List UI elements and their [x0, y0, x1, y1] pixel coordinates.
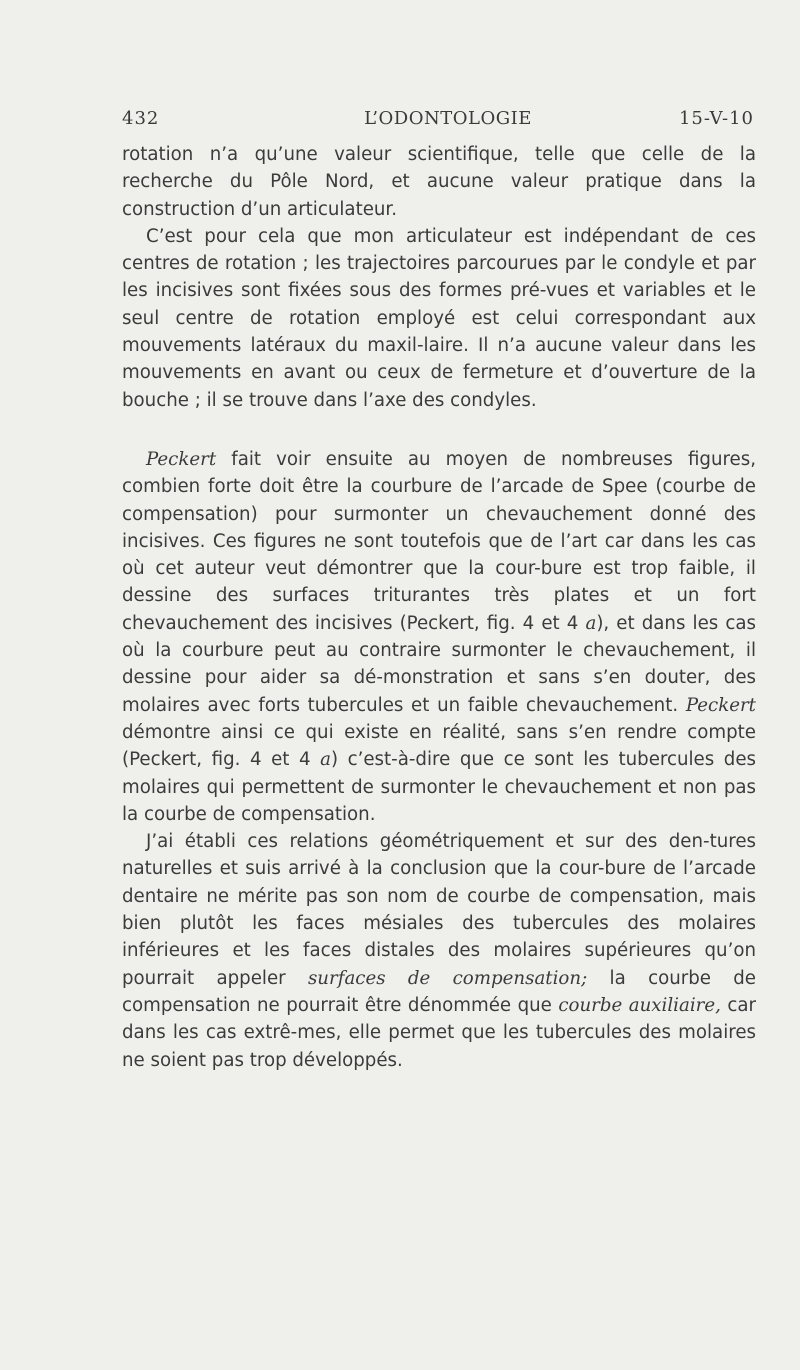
figure-suffix-italic: a — [320, 749, 331, 771]
figure-suffix-italic: a — [585, 612, 597, 634]
paragraph-4-text: J’ai établi ces relations géométriquement et sur des den-tures naturelles et suis arrivé à la conclusion que la cour-bure de l’arcade dentaire ne mérite pas son nom de courbe de compensation, mais bien plutôt les faces mésiales des tubercules des molaires inférieures et les faces distales des molaires supérieures qu’on pourrait appeler — [122, 831, 756, 989]
paragraph-3-text: ) c’est-à-dire que ce sont les tubercules des molaires qui permettent de surmonter le chevauchement et non pas la courbe de compensation. — [122, 749, 756, 825]
page-number: 432 — [122, 108, 160, 129]
author-name-italic: Peckert — [146, 448, 217, 470]
paragraph-1-text: rotation n’a qu’une valeur scientifique, telle que celle de la recherche du Pôle Nord, et aucune valeur pratique dans la construction d’un articulateur. — [122, 144, 756, 220]
body-text — [122, 141, 756, 1074]
paragraph-1 — [122, 141, 756, 223]
term-italic: surfaces de compensation; — [307, 967, 588, 989]
term-italic: courbe auxiliaire, — [558, 994, 721, 1016]
running-header — [122, 108, 754, 134]
issue-date: 15-V-10 — [678, 108, 754, 129]
paragraph-4 — [122, 828, 756, 1074]
paragraph-3 — [122, 446, 756, 828]
author-name-italic: Peckert — [685, 694, 756, 716]
paragraph-4-text: car dans les cas extrê-mes, elle permet que les tubercules des molaires ne soient pas trop développés. — [122, 994, 756, 1071]
paragraph-4-text: la courbe de compensation ne pourrait être dénommée que — [122, 967, 756, 1016]
paragraph-3-text: ), et dans les cas où la courbure peut au contraire surmonter le chevauchement, il dessine pour aider sa dé-monstration et sans s’en douter, des molaires avec forts tubercules et un faible chevauchement. — [122, 612, 756, 716]
paragraph-2-text: C’est pour cela que mon articulateur est indépendant de ces centres de rotation ; les trajectoires parcourues par le condyle et par les incisives sont fixées sous des formes pré-vues et variables et le seul centre de rotation employé est celui correspondant aux mouvements latéraux du maxil-laire. Il n’a aucune valeur dans les mouvements en avant ou ceux de fermeture et d’ouverture de la bouche ; il se trouve dans l’axe des condyles. — [122, 225, 756, 411]
paragraph-2 — [122, 223, 756, 414]
paragraph-3-text: démontre ainsi ce qui existe en réalité, sans s’en rendre compte (Peckert, fig. 4 et 4 — [122, 721, 756, 771]
paragraph-3-text: fait voir ensuite au moyen de nombreuses figures, combien forte doit être la courbure de l’arcade de Spee (courbe de compensation) pour surmonter un chevauchement donné des incisives. Ces figures ne sont toutefois que de l’art car dans les cas où cet auteur veut démontrer que la cour-bure est trop faible, il dessine des surfaces triturantes très plates et un fort chevauchement des incisives (Peckert, fig. 4 et 4 — [122, 448, 756, 634]
journal-title: L’ODONTOLOGIE — [364, 108, 532, 129]
